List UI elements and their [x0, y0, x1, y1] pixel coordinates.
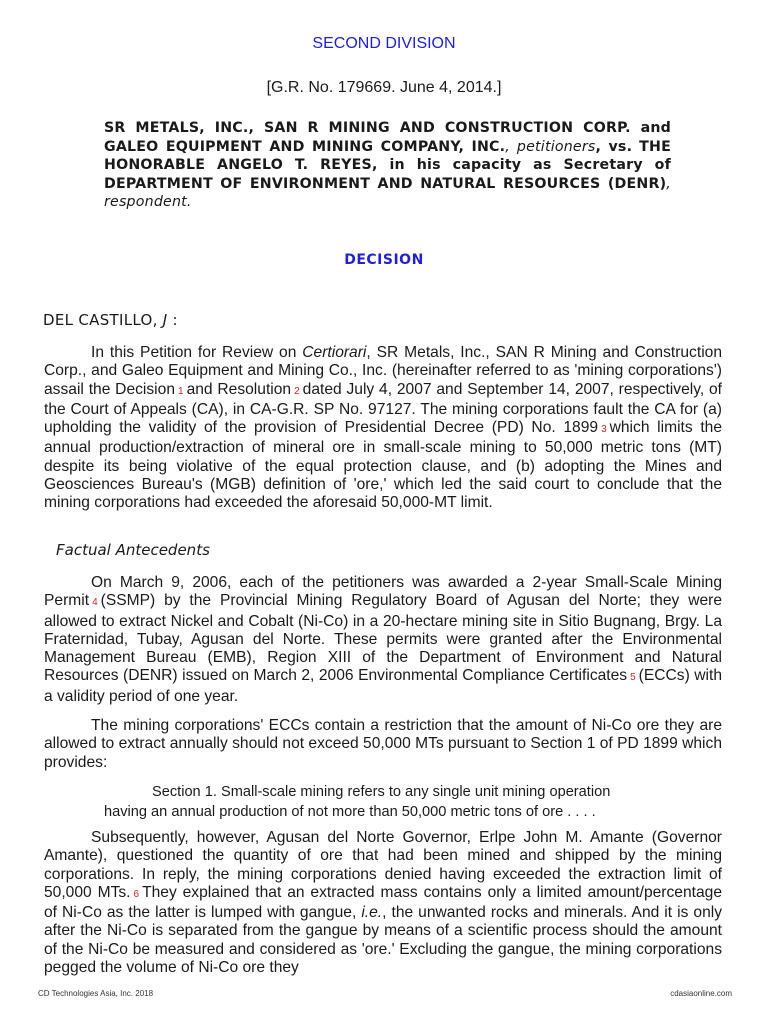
paragraph-3: The mining corporations' ECCs contain a restriction that the amount of Ni-Co ore they are allowed to extract annually should not exceed 50,000 MTs pursuant to Section 1 of PD 1899 which provides:	[44, 717, 722, 771]
block-quote	[104, 782, 679, 822]
versus: , vs.	[595, 138, 633, 155]
footnote-link-4[interactable]: 4	[92, 597, 98, 609]
division-heading: SECOND DIVISION	[312, 35, 456, 52]
ponente-suffix: J	[162, 311, 168, 329]
petitioners-names: SR METALS, INC., SAN R MINING AND CONSTRUCTION CORP. and GALEO EQUIPMENT AND MINING COMPANY, INC.	[104, 120, 671, 155]
paragraph-2	[44, 574, 722, 706]
text-segment: On March 9, 2006, each of the petitioners was awarded a 2-year Small-Scale Mining Permit	[44, 574, 722, 610]
text-segment: (ECCs) with a validity period of one year.	[44, 667, 722, 705]
text-italic: i.e.	[361, 904, 383, 922]
quote-line-1: Section 1. Small-scale mining refers to any single unit mining operation	[152, 784, 611, 800]
text-segment: In this Petition for Review on	[91, 344, 303, 361]
footer-site: cdasiaonline.com	[670, 989, 732, 998]
respondent-role: , respondent.	[104, 175, 671, 210]
paragraph-1	[44, 344, 722, 513]
text-italic: Certiorari	[302, 344, 367, 361]
text-segment: dated July 4, 2007 and September 14, 2007, respectively, of the Court of Appeals (CA), in CA-G.R. SP No. 97127. The mining corporations fault the CA for (a) upholding the validity of the provision of Presidential Decree (PD) No. 1899	[44, 380, 722, 437]
footer-copyright: CD Technologies Asia, Inc. 2018	[38, 989, 154, 998]
decision-heading: DECISION	[344, 252, 424, 268]
case-number: [G.R. No. 179669. June 4, 2014.]	[266, 79, 502, 96]
case-parties	[104, 119, 671, 212]
paragraph-4	[44, 829, 722, 977]
respondent-name: THE HONORABLE ANGELO T. REYES, in his capacity as Secretary of DEPARTMENT OF ENVIRONMENT AND NATURAL RESOURCES (DENR)	[104, 138, 671, 192]
footnote-link-2[interactable]: 2	[294, 385, 300, 397]
text-segment: They explained that an extracted mass contains only a limited amount/percentage of Ni-Co as the latter is lumped with gangue,	[44, 883, 722, 922]
quote-line-2: having an annual production of not more than 50,000 metric tons of ore . . . .	[104, 804, 596, 820]
text-segment: (SSMP) by the Provincial Mining Regulatory Board of Agusan del Norte; they were allowed to extract Nickel and Cobalt (Ni-Co) in a 20-hectare mining site in Sitio Bugnang, Brgy. La Fraternidad, Tubay, Agusan del Norte. These permits were granted after the Environmental Management Bureau (EMB), Region XIII of the Department of Environment and Natural Resources (DENR) issued on March 2, 2006 Environmental Compliance Certificates	[44, 592, 722, 685]
section-heading: Factual Antecedents	[56, 541, 210, 559]
petitioners-role: , petitioners	[505, 138, 596, 155]
ponente	[43, 311, 178, 329]
text-segment: , the unwanted rocks and minerals. And it is only after the Ni-Co is separated from the gangue by means of a scientific process should the amount of the Ni-Co be measured and considered as 'ore.' Excluding the gangue, the mining corporations pegged the volume of Ni-Co ore they	[44, 904, 723, 977]
footnote-link-1[interactable]: 1	[178, 385, 184, 397]
ponente-name: DEL CASTILLO,	[43, 311, 163, 329]
text-segment: which limits the annual production/extraction of mineral ore in small-scale mining to 50,000 metric tons (MT) despite its being violative of the equal protection clause, and (b) adopting the Mines and Geosciences Bureau's (MGB) definition of 'ore,' which led the said court to conclude that the mining corporations had exceeded the aforesaid 50,000-MT limit.	[44, 419, 722, 512]
ponente-colon: :	[167, 311, 178, 329]
footnote-link-5[interactable]: 5	[630, 672, 636, 684]
footnote-link-6[interactable]: 6	[133, 888, 140, 900]
footnote-link-3[interactable]: 3	[601, 424, 607, 436]
text-segment: Subsequently, however, Agusan del Norte Governor, Erlpe John M. Amante (Governor Amante), questioned the quantity of ore that had been mined and shipped by the mining corporations. In reply, the mining corporations denied having exceeded the extraction limit of 50,000 MTs.	[44, 829, 722, 901]
text-segment: , SR Metals, Inc., SAN R Mining and Construction Corp., and Galeo Equipment and Mining Co., Inc. (hereinafter referred to as 'mining corporations') assail the Decision	[44, 344, 723, 398]
text-segment: and Resolution	[186, 380, 292, 398]
